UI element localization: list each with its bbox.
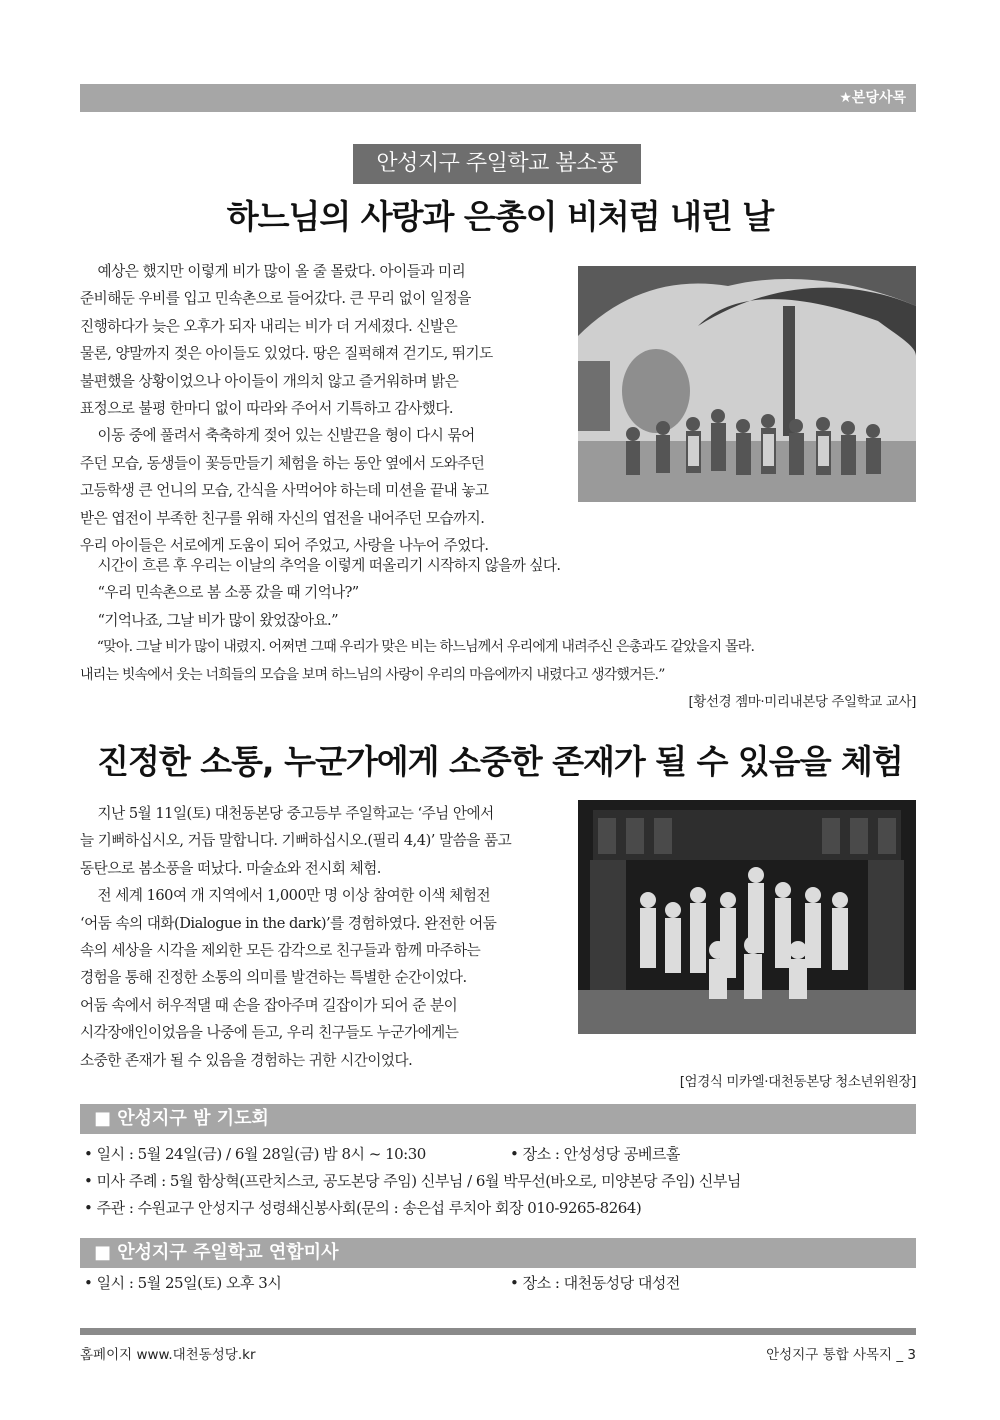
- article1-line: 예상은 했지만 이렇게 비가 많이 올 줄 몰랐다. 아이들과 미리: [97, 263, 466, 280]
- article1-line: 진행하다가 늦은 오후가 되자 내리는 비가 더 거세졌다. 신발은: [80, 317, 458, 335]
- notice1-item: • 주관 : 수원교구 안성지구 성령쇄신봉사회(문의 : 송은섭 루치아 회장 010-9265-8264): [84, 1199, 642, 1217]
- footer-rule: [80, 1328, 916, 1335]
- article1-full-line: “기억나죠, 그날 비가 많이 왔었잖아요.”: [97, 611, 338, 629]
- article1-series-label: 안성지구 주일학교 봄소풍: [353, 144, 641, 184]
- notice1-item: • 미사 주례 : 5월 함상혁(프란치스코, 공도본당 주임) 신부님 / 6월 박무선(바오로, 미양본당 주임) 신부님: [84, 1172, 741, 1190]
- article2-photo: [578, 800, 916, 1034]
- footer-homepage: 홈페이지 www.대천동성당.kr: [80, 1347, 256, 1363]
- article1-full-paragraphs: [80, 552, 920, 689]
- notice1-item: • 일시 : 5월 24일(금) / 6월 28일(금) 밤 8시 ~ 10:30: [84, 1145, 426, 1163]
- article1-line: 받은 엽전이 부족한 친구를 위해 자신의 엽전을 내어주던 모습까지.: [80, 509, 485, 527]
- article2-line: 어둠 속에서 허우적댈 때 손을 잡아주며 길잡이가 되어 준 분이: [80, 996, 458, 1014]
- article2-line: 속의 세상을 시각을 제외한 모든 감각으로 친구들과 함께 마주하는: [80, 942, 481, 960]
- notice2-list: [84, 1270, 924, 1297]
- notice2-heading: ■ 안성지구 주일학교 연합미사: [80, 1238, 916, 1268]
- notice1-list: [84, 1141, 924, 1222]
- article2-line: 소중한 존재가 될 수 있음을 경험하는 귀한 시간이었다.: [80, 1051, 413, 1069]
- article2-line: 시각장애인이었음을 나중에 듣고, 우리 친구들도 누군가에게는: [80, 1024, 459, 1042]
- article2-line: 늘 기뻐하십시오, 거듭 말합니다. 기뻐하십시오.(필리 4,4)’ 말씀을 품고: [80, 832, 512, 850]
- article1-title: 하느님의 사랑과 은총이 비처럼 내린 날: [226, 197, 774, 236]
- article1-byline: [황선경 젬마·미리내본당 주일학교 교사]: [688, 694, 916, 710]
- article2-line: 전 세계 160여 개 지역에서 1,000만 명 이상 참여한 이색 체험전: [97, 887, 491, 905]
- group-photo-stage: [578, 800, 916, 1034]
- article1-line: 물론, 양말까지 젖은 아이들도 있었다. 땅은 질퍽해져 걷기도, 뛰기도: [80, 345, 493, 363]
- article1-line: 준비해둔 우비를 입고 민속촌으로 들어갔다. 큰 무리 없이 일정을: [80, 290, 471, 308]
- article2-line: ‘어둠 속의 대화(Dialogue in the dark)’를 경험하였다. 완전한 어둠: [80, 914, 497, 932]
- notice2-item: • 장소 : 대천동성당 대성전: [510, 1274, 680, 1292]
- notice1-heading: ■ 안성지구 밤 기도회: [80, 1104, 916, 1134]
- article1-line: 이동 중에 풀려서 축축하게 젖어 있는 신발끈을 형이 다시 묶어: [97, 427, 475, 445]
- article1-line: 고등학생 큰 언니의 모습, 간식을 사먹어야 하는데 미션을 끝내 놓고: [80, 482, 489, 500]
- article2-byline: [엄경식 미카엘·대천동본당 청소년위원장]: [679, 1074, 916, 1090]
- article1-body: [80, 258, 562, 559]
- notice2-item: • 일시 : 5월 25일(토) 오후 3시: [84, 1274, 282, 1292]
- article2-body: [80, 800, 562, 1074]
- footer-page-number: 안성지구 통합 사목지 _ 3: [766, 1347, 916, 1363]
- article1-full-line: “우리 민속촌으로 봄 소풍 갔을 때 기억나?”: [97, 584, 359, 602]
- article1-line: 우리 아이들은 서로에게 도움이 되어 주었고, 사랑을 나누어 주었다.: [80, 537, 489, 555]
- notice1-item: • 장소 : 안성성당 공베르홀: [510, 1145, 680, 1163]
- article1-full-line: 시간이 흐른 후 우리는 이날의 추억을 이렇게 떠올리기 시작하지 않을까 싶다.: [97, 557, 561, 574]
- article1-photo: [578, 266, 916, 502]
- article2-line: 경험을 통해 진정한 소통의 의미를 발견하는 특별한 순간이었다.: [80, 969, 467, 987]
- group-photo-village: [578, 266, 916, 502]
- article2-line: 동탄으로 봄소풍을 떠났다. 마술쇼와 전시회 체험.: [80, 859, 381, 877]
- section-header-bar: [80, 84, 916, 112]
- article2-line: 지난 5월 11일(토) 대천동본당 중고등부 주일학교는 ‘주님 안에서: [97, 805, 494, 822]
- section-label: ★본당사목: [839, 90, 906, 106]
- article1-full-line: 내리는 빗속에서 웃는 너희들의 모습을 보며 하느님의 사랑이 우리의 마음에까지 내렸다고 생각했거든.”: [80, 666, 665, 683]
- article1-line: 불편했을 상황이었으나 아이들이 개의치 않고 즐거워하며 밝은: [80, 372, 459, 390]
- article1-full-line: “맞아. 그날 비가 많이 내렸지. 어쩌면 그때 우리가 맞은 비는 하느님께서 우리에게 내려주신 은총과도 같았을지 몰라.: [96, 639, 755, 656]
- article1-line: 주던 모습, 동생들이 꽃등만들기 체험을 하는 동안 옆에서 도와주던: [80, 454, 485, 472]
- article1-line: 표정으로 불평 한마디 없이 따라와 주어서 기특하고 감사했다.: [80, 400, 454, 418]
- article2-title: 진정한 소통, 누군가에게 소중한 존재가 될 수 있음을 체험: [97, 742, 903, 781]
